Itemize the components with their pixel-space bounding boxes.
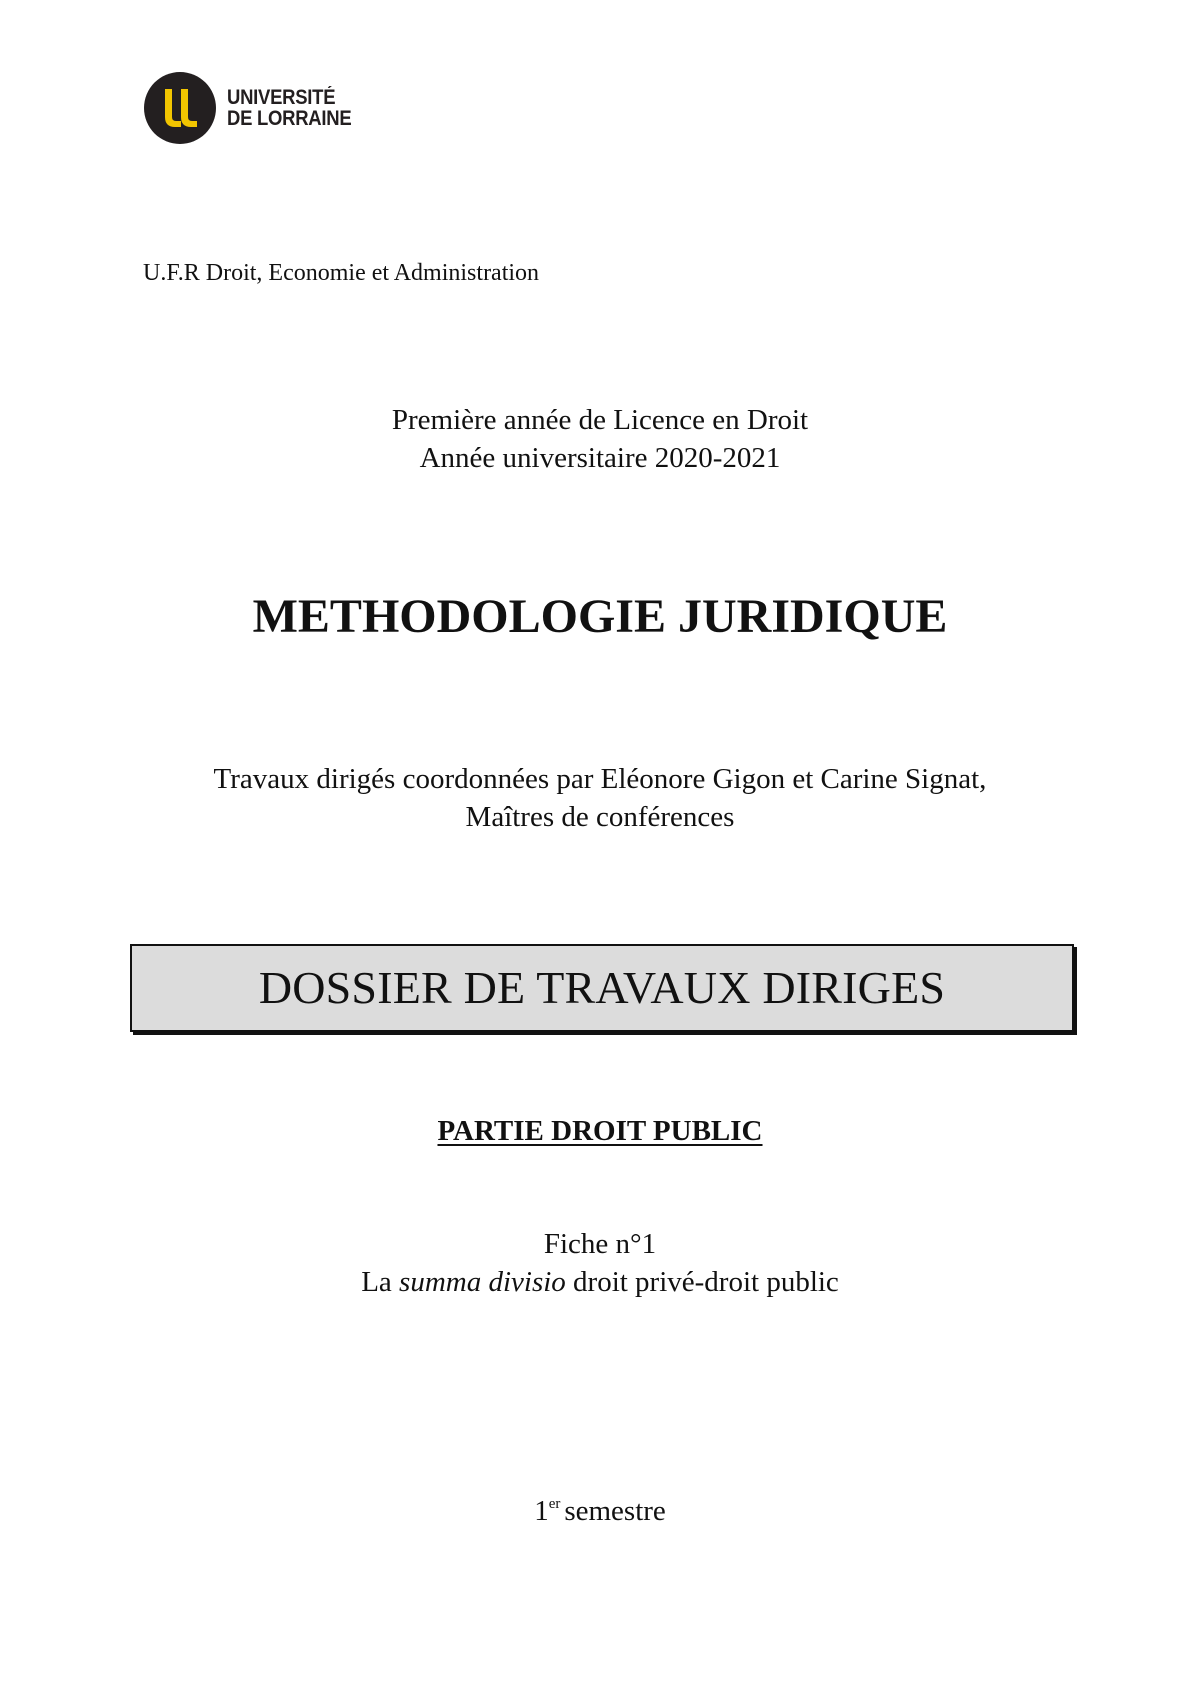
- coordination-block: [0, 760, 1200, 836]
- part-heading-text: PARTIE DROIT PUBLIC: [437, 1115, 763, 1147]
- fiche-subject: [0, 1263, 1200, 1301]
- university-name: [227, 87, 351, 129]
- university-name-line2: DE LORRAINE: [227, 107, 352, 130]
- year-block: [0, 401, 1200, 477]
- academic-year-line: Année universitaire 2020-2021: [419, 442, 781, 474]
- part-heading: [0, 1113, 1200, 1149]
- faculty-name: U.F.R Droit, Economie et Administration: [143, 260, 540, 286]
- fiche-block: [0, 1225, 1200, 1301]
- program-line: Première année de Licence en Droit: [391, 404, 809, 436]
- fiche-number: Fiche n°1: [543, 1228, 657, 1260]
- main-title: METHODOLOGIE JURIDIQUE: [252, 590, 948, 643]
- university-logo-icon: [143, 71, 217, 145]
- semester-line: [0, 1485, 1200, 1530]
- semester-superscript: er: [548, 1496, 561, 1512]
- fiche-subject-prefix: La: [361, 1266, 392, 1298]
- university-logo: [143, 71, 368, 145]
- university-name-line1: UNIVERSITÉ: [227, 86, 336, 109]
- semester-label: semestre: [564, 1495, 666, 1527]
- coordinators-line: Travaux dirigés coordonnées par Eléonore Gigon et Carine Signat,: [213, 763, 987, 795]
- fiche-subject-italic: summa divisio: [399, 1266, 566, 1298]
- dossier-title: DOSSIER DE TRAVAUX DIRIGES: [258, 962, 946, 1013]
- fiche-subject-suffix: droit privé-droit public: [573, 1266, 839, 1298]
- semester-text: [0, 1485, 1200, 1530]
- semester-number: 1: [534, 1495, 549, 1527]
- dossier-title-box: [130, 944, 1074, 1032]
- coordinators-role: Maîtres de conférences: [465, 801, 735, 833]
